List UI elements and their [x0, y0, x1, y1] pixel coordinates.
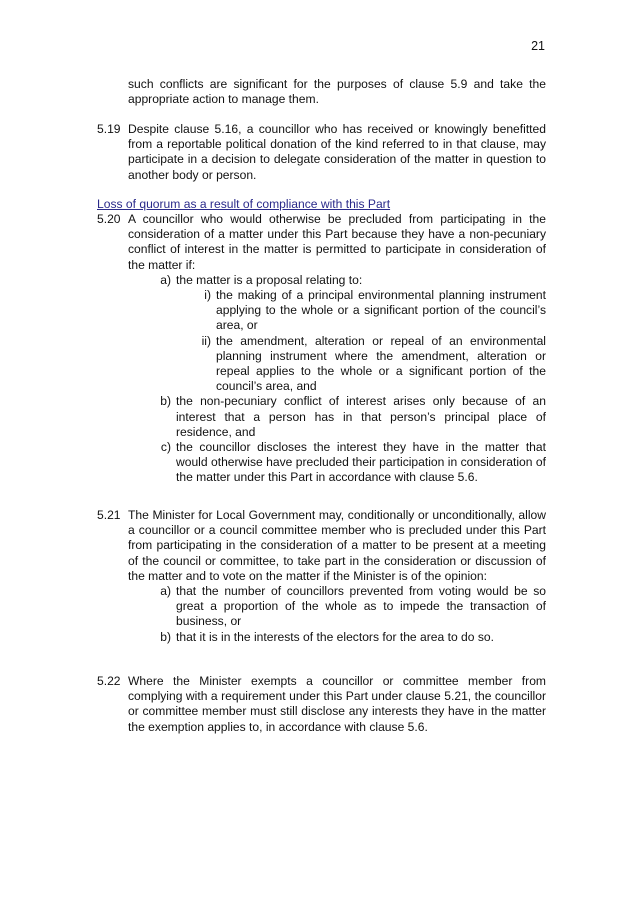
clause-number: 5.20 [97, 212, 121, 226]
list-item [192, 334, 546, 395]
clause-text: Where the Minister exempts a councillor or committee member from complying with a requirement under this Part under clause 5.21, the councillor or committee member must still disclose any interests they have in the matter the exemption applies to, in accordance with clause 5.6. [128, 674, 546, 734]
list-item [152, 440, 546, 486]
item-text: that it is in the interests of the electors for the area to do so. [176, 629, 494, 644]
item-label: b) [160, 394, 171, 409]
item-label: ii) [201, 333, 211, 348]
item-text: the matter is a proposal relating to: [176, 272, 363, 287]
item-label: a) [160, 272, 171, 287]
clause-text: Despite clause 5.16, a councillor who has received or knowingly benefitted from a reportable political donation of the kind referred to in that clause, may participate in a decision to delegate consideration of the matter in question to another body or person. [128, 122, 546, 182]
list-item [152, 630, 546, 645]
clause-text: The Minister for Local Government may, conditionally or unconditionally, allow a councillor or a council committee member who is precluded under this Part from participating in the consideration of a matter to be present at a meeting of the council or committee, to take part in the consideration or discussion of the matter and to vote on the matter if the Minister is of the opinion: [128, 508, 546, 583]
clause-5-22 [97, 674, 546, 735]
clause-5-19 [97, 122, 546, 183]
continuation-text: such conflicts are significant for the purposes of clause 5.9 and take the appropriate action to manage them. [128, 77, 546, 107]
item-label: a) [160, 584, 171, 599]
item-text: the amendment, alteration or repeal of an environmental planning instrument where the amendment, alteration or repeal applies to the whole or a significant portion of the council’s area, and [216, 333, 546, 394]
list-item [152, 273, 546, 288]
section-heading: Loss of quorum as a result of compliance with this Part [97, 197, 391, 211]
page-number: 21 [531, 39, 545, 53]
list-item [192, 288, 546, 334]
clause-number: 5.22 [97, 674, 121, 688]
clause-5-21 [97, 508, 546, 645]
item-text: that the number of councillors prevented from voting would be so great a proportion of the whole as to impede the transaction of business, or [176, 584, 546, 629]
clause-number: 5.19 [97, 122, 121, 136]
item-label: i) [204, 288, 211, 303]
clause-5-20 [97, 212, 546, 486]
item-label: c) [160, 440, 171, 455]
item-text: the councillor discloses the interest they have in the matter that would otherwise have precluded their participation in consideration of the matter under this Part in accordance with clause 5.6. [176, 440, 546, 485]
item-text: the making of a principal environmental planning instrument applying to the whole or a significant portion of the council’s area, or [216, 288, 546, 333]
list-item [152, 394, 546, 440]
clause-text: A councillor who would otherwise be precluded from participating in the consideration of a matter under this Part because they have a non-pecuniary conflict of interest in the matter is permitted to participate in consideration of the matter if: [128, 212, 546, 272]
item-label: b) [160, 629, 171, 644]
item-text: the non-pecuniary conflict of interest arises only because of an interest that a person has in that person’s principal place of residence, and [176, 394, 546, 439]
list-item [152, 584, 546, 630]
clause-number: 5.21 [97, 508, 121, 522]
